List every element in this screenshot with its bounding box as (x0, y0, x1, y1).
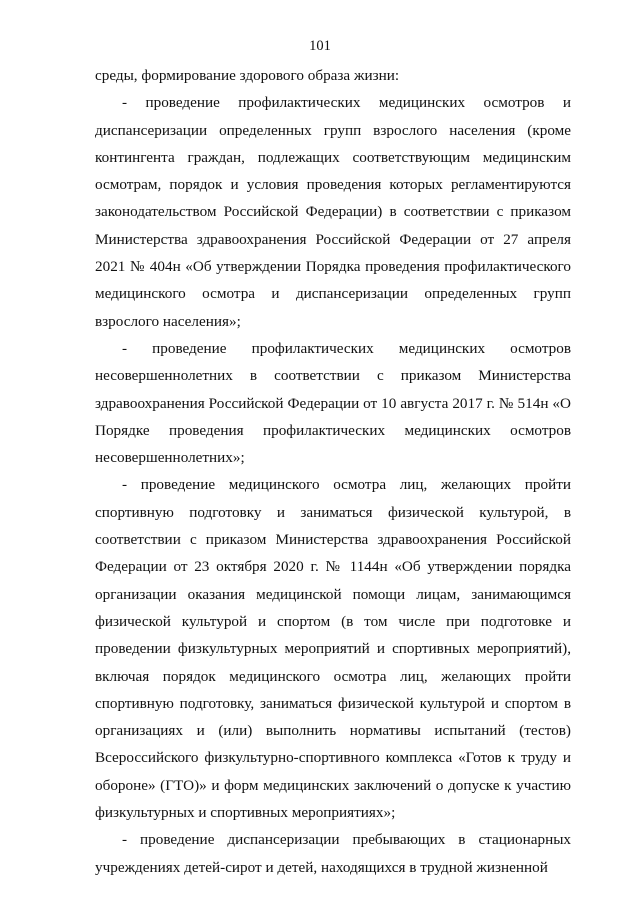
paragraph-continuation: среды, формирование здорового образа жизни: (95, 67, 400, 84)
paragraph-minor-examinations: - проведение профилактических медицинских осмотров несовершеннолетних в соответствии с приказом Министерства здравоохранения Российской Федерации от 10 августа 2017 г. № 514н «О Порядке проведения профилактических медицинских осмотров несовершеннолетних»; (95, 339, 571, 467)
paragraph-orphan-dispensarization: - проведение диспансеризации пребывающих в стационарных учреждениях детей-сирот и детей, находящихся в трудной жизненной (95, 831, 571, 876)
paragraph-sports-examinations: - проведение медицинского осмотра лиц, желающих пройти спортивную подготовку и заниматься физической культурой, в соответствии с приказом Министерства здравоохранения Российской Федерации от 23 октября 2020 г. № 1144н «Об утверждении порядка организации оказания медицинской помощи лицам, занимающимся физической культурой и спортом (в том числе при подготовке и проведении физкультурных мероприятий и спортивных мероприятий), включая порядок медицинского осмотра лиц, желающих пройти спортивную подготовку, заниматься физической культурой и спортом в организациях и (или) выполнить нормативы испытаний (тестов) Всероссийского физкультурно-спортивного комплекса «Готов к труду и обороне» (ГТО)» и форм медицинских заключений о допуске к участию физкультурных и спортивных мероприятиях»; (95, 476, 571, 822)
paragraph-adult-examinations: - проведение профилактических медицинских осмотров и диспансеризации определенных групп взрослого населения (кроме контингента граждан, подлежащих соответствующим медицинским осмотрам, порядок и условия проведения которых регламентируются законодательством Российской Федерации) в соответствии с приказом Министерства здравоохранения Российской Федерации от 27 апреля 2021 № 404н «Об утверждении Порядка проведения профилактического медицинского осмотра и диспансеризации определенных групп взрослого населения»; (95, 94, 571, 330)
document-body (95, 62, 571, 881)
page-number: 101 (309, 38, 331, 54)
